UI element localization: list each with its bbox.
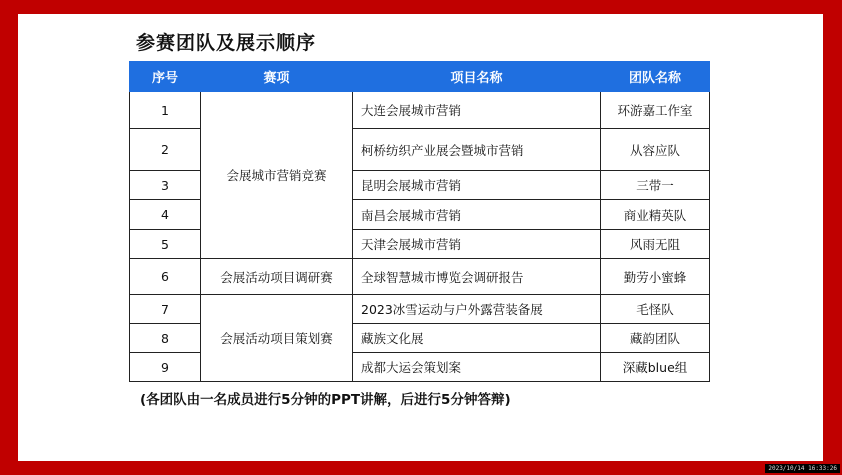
row-no: 8: [130, 324, 201, 353]
project-cell: 天津会展城市营销: [353, 230, 601, 259]
row-no: 1: [130, 92, 201, 129]
row-no: 5: [130, 230, 201, 259]
project-cell: 柯桥纺织产业展会暨城市营销: [353, 129, 601, 171]
team-cell: 三带一: [601, 171, 710, 200]
project-cell: 藏族文化展: [353, 324, 601, 353]
row-no: 6: [130, 259, 201, 295]
header-project: 项目名称: [353, 62, 601, 92]
team-cell: 毛怪队: [601, 295, 710, 324]
row-no: 7: [130, 295, 201, 324]
header-no: 序号: [130, 62, 201, 92]
project-cell: 南昌会展城市营销: [353, 200, 601, 230]
project-cell: 全球智慧城市博览会调研报告: [353, 259, 601, 295]
event-cell: 会展活动项目策划赛: [201, 295, 353, 382]
team-cell: 藏韵团队: [601, 324, 710, 353]
project-cell: 成都大运会策划案: [353, 353, 601, 382]
project-cell: 2023冰雪运动与户外露营装备展: [353, 295, 601, 324]
table-row: [130, 92, 710, 129]
header-event: 赛项: [201, 62, 353, 92]
footnote: (各团队由一名成员进行5分钟的PPT讲解，后进行5分钟答辩): [140, 392, 511, 408]
table-row: [130, 259, 710, 295]
schedule-table: [129, 61, 710, 382]
team-cell: 商业精英队: [601, 200, 710, 230]
row-no: 2: [130, 129, 201, 171]
event-cell: 会展城市营销竞赛: [201, 92, 353, 259]
team-cell: 环游嘉工作室: [601, 92, 710, 129]
project-cell: 大连会展城市营销: [353, 92, 601, 129]
team-cell: 勤劳小蜜蜂: [601, 259, 710, 295]
timestamp: 2023/10/14 16:33:26: [765, 464, 840, 473]
event-cell: 会展活动项目调研赛: [201, 259, 353, 295]
team-cell: 风雨无阻: [601, 230, 710, 259]
team-cell: 从容应队: [601, 129, 710, 171]
header-team: 团队名称: [601, 62, 710, 92]
row-no: 4: [130, 200, 201, 230]
row-no: 3: [130, 171, 201, 200]
project-cell: 昆明会展城市营销: [353, 171, 601, 200]
team-cell: 深藏blue组: [601, 353, 710, 382]
page-title: 参赛团队及展示顺序: [136, 32, 317, 54]
table-row: [130, 295, 710, 324]
row-no: 9: [130, 353, 201, 382]
table-header-row: [130, 62, 710, 92]
